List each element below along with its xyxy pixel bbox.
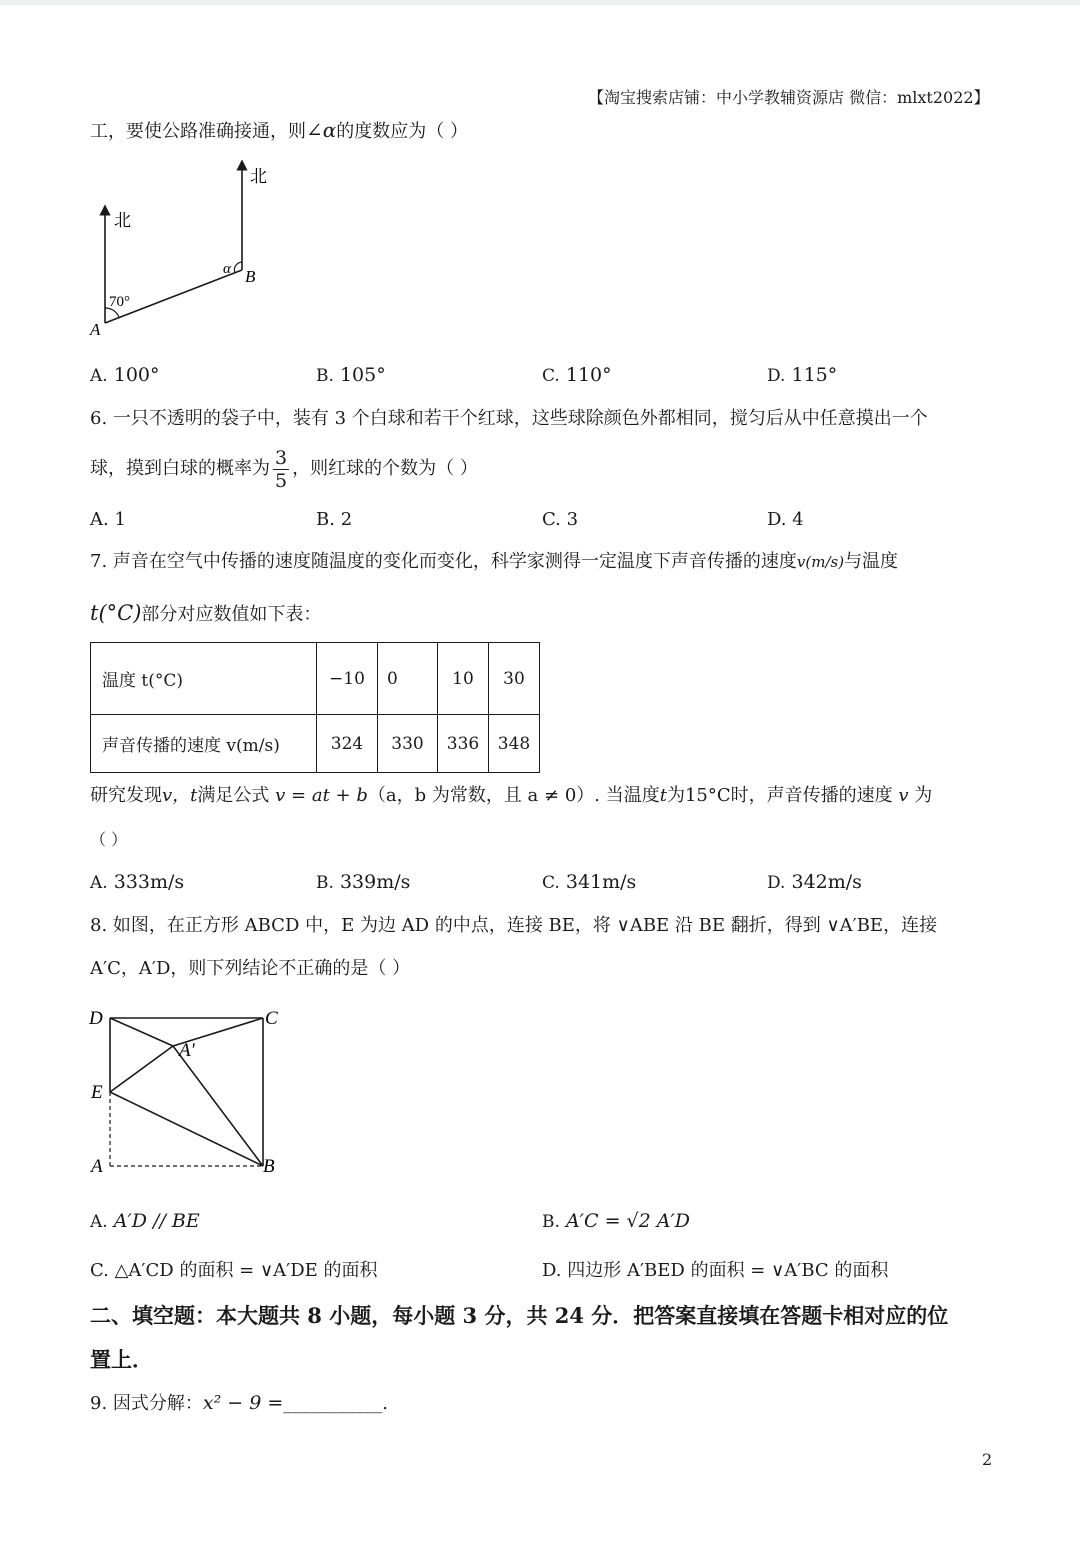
point-a-label: A xyxy=(90,320,101,339)
q8-option-a[interactable]: A. A′D // BE xyxy=(90,1210,200,1232)
vertex-b-label: B xyxy=(263,1156,275,1177)
q8-option-d[interactable]: D. 四边形 A′BED 的面积 = ∨A′BC 的面积 xyxy=(542,1260,889,1281)
q5-stem: 工，要使公路准确接通，则∠α的度数应为（ ） xyxy=(90,118,468,142)
speed-temperature-table xyxy=(90,642,540,773)
q7-option-a[interactable]: A. 333m/s xyxy=(90,871,185,893)
q7-finding: 研究发现v，t满足公式 v = at + b（a，b 为常数，且 a ≠ 0）. 当温度t为15°C时，声音传播的速度 v 为 xyxy=(90,785,933,806)
table-cell: 0 xyxy=(378,643,438,715)
vertex-e-label: E xyxy=(91,1082,103,1103)
answer-blank[interactable]: ___________ xyxy=(283,1393,383,1414)
table-cell: 330 xyxy=(378,715,438,773)
segment-a-prime-b xyxy=(173,1046,263,1166)
alpha-label: α xyxy=(223,261,231,277)
q7-line2: t(°C)部分对应数值如下表： xyxy=(90,601,322,625)
vertex-a-prime-label: A′ xyxy=(179,1040,195,1061)
q6-option-b[interactable]: B. 2 xyxy=(316,509,353,530)
table-cell-label: 声音传播的速度 v(m/s) xyxy=(91,715,317,773)
q5-option-b[interactable]: B. 105° xyxy=(316,364,386,386)
top-border xyxy=(0,0,1080,5)
north-label-1: 北 xyxy=(114,211,131,230)
table-cell: 348 xyxy=(489,715,540,773)
q7-option-d[interactable]: D. 342m/s xyxy=(767,871,862,893)
segment-a-prime-d xyxy=(110,1018,173,1046)
q5-road-figure xyxy=(85,160,285,340)
vertex-a-label: A xyxy=(91,1156,103,1177)
q8-option-c[interactable]: C. △A′CD 的面积 = ∨A′DE 的面积 xyxy=(90,1260,378,1281)
vertex-c-label: C xyxy=(265,1008,278,1029)
q6-option-d[interactable]: D. 4 xyxy=(767,509,804,530)
q7-option-c[interactable]: C. 341m/s xyxy=(542,871,637,893)
section-2-heading: 二、填空题：本大题共 8 小题，每小题 3 分，共 24 分．把答案直接填在答题卡相对应的位 xyxy=(90,1303,949,1328)
table-row-temperature xyxy=(91,643,540,715)
q7-line1: 7. 声音在空气中传播的速度随温度的变化而变化，科学家测得一定温度下声音传播的速度v(m/s)与温度 xyxy=(90,551,899,572)
angle-label-70: 70° xyxy=(109,294,130,310)
probability-fraction: $\frac{3}{5}$ xyxy=(275,446,288,492)
shop-note: 【淘宝搜索店铺：中小学教辅资源店 微信：mlxt2022】 xyxy=(588,88,990,107)
q5-option-c[interactable]: C. 110° xyxy=(542,364,612,386)
segment-eb xyxy=(110,1092,263,1166)
q7-option-b[interactable]: B. 339m/s xyxy=(316,871,411,893)
q8-option-b[interactable]: B. A′C = √2 A′D xyxy=(542,1210,691,1232)
table-cell: 30 xyxy=(489,643,540,715)
q6-line1: 6. 一只不透明的袋子中，装有 3 个白球和若干个红球，这些球除颜色外都相同，搅匀后从中任意摸出一个 xyxy=(90,408,928,429)
vertex-d-label: D xyxy=(89,1008,103,1029)
q9-line: 9. 因式分解：x² − 9 =___________. xyxy=(90,1392,389,1414)
q8-line1: 8. 如图，在正方形 ABCD 中，E 为边 AD 的中点，连接 BE，将 ∨ABE 沿 BE 翻折，得到 ∨A′BE，连接 xyxy=(90,915,938,936)
table-cell: 10 xyxy=(438,643,489,715)
table-cell: 324 xyxy=(317,715,378,773)
q6-option-c[interactable]: C. 3 xyxy=(542,509,579,530)
q8-square-figure xyxy=(85,1000,305,1180)
q8-line2: A′C，A′D，则下列结论不正确的是（ ） xyxy=(90,958,411,979)
q6-option-a[interactable]: A. 1 xyxy=(90,509,126,530)
point-b-label: B xyxy=(245,267,256,286)
section-2-heading-cont: 置上． xyxy=(90,1347,153,1372)
table-cell-label: 温度 t(°C) xyxy=(91,643,317,715)
table-cell: 336 xyxy=(438,715,489,773)
q5-option-d[interactable]: D. 115° xyxy=(767,364,838,386)
table-cell: −10 xyxy=(317,643,378,715)
q5-option-a[interactable]: A. 100° xyxy=(90,364,160,386)
q7-answer-paren: （ ） xyxy=(90,830,128,849)
table-row-speed xyxy=(91,715,540,773)
segment-ea-prime xyxy=(110,1046,173,1092)
north-label-2: 北 xyxy=(250,167,267,186)
page-number: 2 xyxy=(982,1450,993,1469)
q6-line2: 球，摸到白球的概率为 $\frac{3}{5}$ ，则红球的个数为（ ） xyxy=(90,446,478,492)
